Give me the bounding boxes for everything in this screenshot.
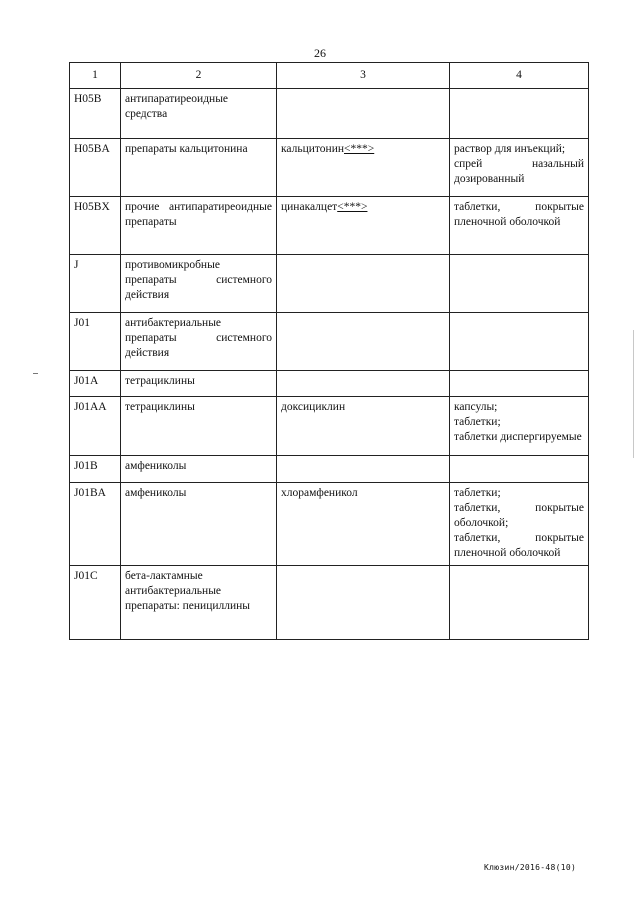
drug-name-cell xyxy=(277,566,450,640)
table-body xyxy=(70,89,589,640)
dosage-form-item: таблетки; xyxy=(454,487,501,499)
dosage-form-item: таблетки, покрытые пленочной оболочкой xyxy=(454,532,584,559)
dosage-form-item: таблетки диспергируемые xyxy=(454,431,582,443)
anatomical-group-cell: противомикробные препараты системного действия xyxy=(121,255,277,313)
column-header-1: 1 xyxy=(70,63,121,89)
column-header-3: 3 xyxy=(277,63,450,89)
table-row xyxy=(70,566,589,640)
dosage-forms-cell xyxy=(450,139,589,197)
table-row xyxy=(70,255,589,313)
table-row xyxy=(70,456,589,483)
dosage-forms-cell xyxy=(450,483,589,566)
drug-name-cell xyxy=(277,255,450,313)
scan-edge-line xyxy=(633,330,634,458)
table-row xyxy=(70,139,589,197)
drug-name-cell xyxy=(277,197,450,255)
drug-footnote-ref: <***> xyxy=(344,143,375,155)
page-number: 26 xyxy=(314,46,326,60)
dosage-forms-cell xyxy=(450,397,589,456)
anatomical-group-cell: амфениколы xyxy=(121,483,277,566)
dosage-forms-cell xyxy=(450,566,589,640)
anatomical-group-cell: прочие антипаратиреоидные препараты xyxy=(121,197,277,255)
dosage-forms-cell xyxy=(450,197,589,255)
dosage-forms-cell xyxy=(450,89,589,139)
drug-name: цинакалцет xyxy=(281,201,338,213)
dosage-form-item: таблетки, покрытые оболочкой; xyxy=(454,502,584,529)
column-header-2: 2 xyxy=(121,63,277,89)
table-header-row xyxy=(70,63,589,89)
table-row xyxy=(70,89,589,139)
atc-code-cell: J01A xyxy=(70,371,121,397)
atc-code-cell: H05BX xyxy=(70,197,121,255)
drug-name: хлорамфеникол xyxy=(281,487,358,499)
dosage-forms-cell xyxy=(450,313,589,371)
atc-code-cell: J01C xyxy=(70,566,121,640)
table-row xyxy=(70,313,589,371)
anatomical-group-cell: препараты кальцитонина xyxy=(121,139,277,197)
dosage-form-item: спрей назальный дозированный xyxy=(454,158,584,185)
atc-code-cell: J xyxy=(70,255,121,313)
drug-name: доксициклин xyxy=(281,401,346,413)
anatomical-group-cell: бета-лактамные антибактериальные препараты: пенициллины xyxy=(121,566,277,640)
atc-code-cell: H05B xyxy=(70,89,121,139)
drug-name-cell xyxy=(277,89,450,139)
footer-code: Клюзин/2016-48(10) xyxy=(484,863,577,872)
anatomical-group-cell: антипаратиреоидные средства xyxy=(121,89,277,139)
atc-code-cell: J01B xyxy=(70,456,121,483)
scan-mark xyxy=(33,373,38,374)
drug-name-cell xyxy=(277,313,450,371)
dosage-form-item: таблетки; xyxy=(454,416,501,428)
anatomical-group-cell: тетрациклины xyxy=(121,371,277,397)
dosage-form-item: капсулы; xyxy=(454,401,498,413)
dosage-forms-cell xyxy=(450,456,589,483)
table-row xyxy=(70,371,589,397)
atc-code-cell: J01BA xyxy=(70,483,121,566)
drug-name-cell xyxy=(277,397,450,456)
atc-code-cell: J01 xyxy=(70,313,121,371)
atc-code-cell: J01AA xyxy=(70,397,121,456)
anatomical-group-cell: тетрациклины xyxy=(121,397,277,456)
table-row xyxy=(70,483,589,566)
drug-footnote-ref: <***> xyxy=(337,201,368,213)
drug-name-cell xyxy=(277,483,450,566)
table-row xyxy=(70,197,589,255)
table-row xyxy=(70,397,589,456)
anatomical-group-cell: антибактериальные препараты системного действия xyxy=(121,313,277,371)
anatomical-group-cell: амфениколы xyxy=(121,456,277,483)
dosage-forms-cell xyxy=(450,371,589,397)
dosage-form-item: раствор для инъекций; xyxy=(454,143,566,155)
atc-code-cell: H05BA xyxy=(70,139,121,197)
drug-name-cell xyxy=(277,371,450,397)
drug-classification-table xyxy=(69,62,589,640)
drug-name-cell xyxy=(277,456,450,483)
drug-name: кальцитонин xyxy=(281,143,344,155)
dosage-forms-cell xyxy=(450,255,589,313)
column-header-4: 4 xyxy=(450,63,589,89)
dosage-form-item: таблетки, покрытые пленочной оболочкой xyxy=(454,201,584,228)
drug-name-cell xyxy=(277,139,450,197)
